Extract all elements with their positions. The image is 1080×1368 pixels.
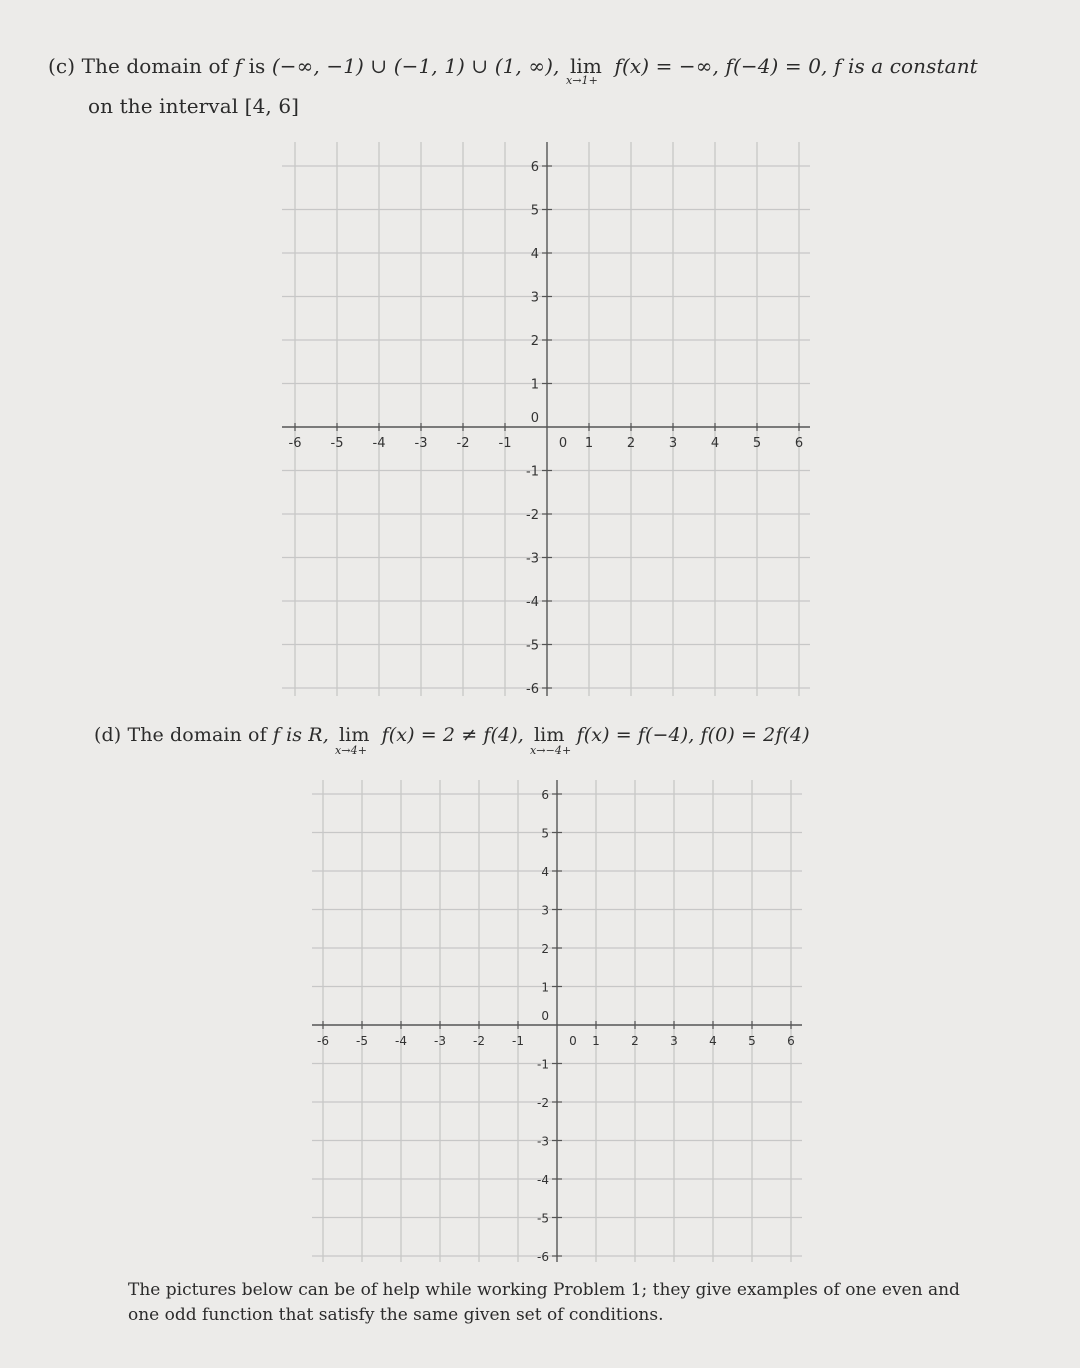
- problem-c-lim-sub: x→1+: [565, 74, 598, 87]
- graph-c-y-tick-label: -3: [526, 551, 539, 567]
- graph-d-y-tick-label: 5: [541, 826, 549, 841]
- graph-c-y-tick-label: 0: [530, 411, 539, 426]
- problem-d-f: f: [272, 724, 280, 746]
- problem-d-label: (d): [94, 724, 122, 746]
- graph-c-x-tick-label: 5: [752, 436, 762, 451]
- problem-d-lim1-expr: f(x) = 2 ≠ f(4),: [381, 724, 524, 746]
- problem-d-lim1-word: lim: [338, 724, 370, 746]
- graph-d-y-tick-label: 2: [541, 942, 549, 956]
- graph-d-y-tick-label: 3: [541, 903, 549, 918]
- graph-d-grid: [312, 780, 802, 1264]
- graph-c-x-tick-label: -5: [330, 436, 344, 451]
- problem-c-text: The domain of: [81, 54, 229, 78]
- graph-d-y-tick-label: 6: [541, 788, 549, 802]
- problem-c-line2: on the interval [4, 6]: [88, 94, 300, 118]
- graph-c-x-tick-label: -6: [288, 436, 302, 451]
- graph-c-x-tick-label: 1: [584, 436, 594, 451]
- graph-c-x-tick-label: -1: [498, 436, 512, 451]
- graph-c-y-tick-label: -6: [526, 682, 539, 697]
- problem-c-lim-word: lim: [569, 54, 602, 78]
- graph-c-x-tick-label: -3: [414, 436, 428, 451]
- graph-d-x-tick-label: 4: [709, 1034, 717, 1048]
- graph-d-y-tick-label: -3: [537, 1134, 549, 1149]
- graph-d-x-tick-label: -6: [317, 1034, 329, 1048]
- graph-c-y-tick-label: 5: [530, 203, 539, 219]
- graph-d-y-tick-label: 4: [541, 865, 549, 879]
- problem-c-label: (c): [48, 54, 76, 78]
- graph-c-x-tick-label: 0: [558, 436, 568, 451]
- graph-c-x-tick-label: 6: [794, 436, 804, 451]
- graph-c-y-tick-label: 1: [530, 377, 539, 393]
- problem-c-domain: (−∞, −1) ∪ (−1, 1) ∪ (1, ∞),: [271, 54, 560, 78]
- problem-d-lim2-word: lim: [534, 724, 565, 746]
- graph-c-x-tick-label: 2: [626, 436, 636, 451]
- problem-c-is: is: [248, 54, 266, 78]
- graph-d-y-tick-label: -6: [537, 1250, 549, 1264]
- problem-c-f: f: [234, 54, 243, 78]
- problem-d-lim1-sub: x→4+: [334, 744, 368, 757]
- graph-d-y-tick-label: 1: [541, 980, 549, 995]
- graph-c-y-tick-label: -1: [526, 464, 539, 480]
- graph-d-y-tick-label: 0: [541, 1009, 549, 1023]
- problem-c-tail: f is a constant: [833, 54, 978, 78]
- footer-note: The pictures below can be of help while working Problem 1; they give examples of one even and one odd function that satisfy the same given set of conditions.: [128, 1280, 960, 1325]
- graph-d-x-tick-label: 6: [787, 1034, 795, 1048]
- graph-c-x-tick-label: -2: [456, 436, 470, 451]
- problem-c-lim-expr: f(x) = −∞, f(−4) = 0,: [614, 54, 828, 78]
- graph-c-y-tick-label: -2: [526, 508, 539, 523]
- graph-d-y-tick-label: -1: [537, 1057, 549, 1072]
- graph-d-x-tick-label: -4: [395, 1034, 407, 1048]
- graph-d-x-tick-label: -5: [356, 1034, 368, 1048]
- graph-c-y-tick-label: 4: [530, 247, 539, 262]
- graph-d-y-tick-label: -5: [537, 1211, 549, 1226]
- graph-d-x-tick-label: 1: [592, 1034, 600, 1048]
- graph-d-x-tick-label: -1: [512, 1034, 524, 1048]
- graph-d-x-tick-label: 2: [631, 1034, 639, 1048]
- graph-c-y-tick-label: 6: [530, 160, 539, 175]
- graph-c-y-tick-label: 2: [530, 334, 539, 349]
- graph-d-y-tick-label: -2: [537, 1096, 549, 1110]
- graph-c-x-tick-label: -4: [372, 436, 386, 451]
- graph-d-x-tick-label: -3: [434, 1034, 446, 1048]
- graph-d-x-tick-label: 3: [670, 1034, 678, 1048]
- graph-d-x-tick-label: 5: [748, 1034, 756, 1048]
- problem-d-lim2-sub: x→−4+: [530, 744, 572, 757]
- problem-d-is-r: is R,: [286, 724, 329, 746]
- graph-d-y-tick-label: -4: [537, 1173, 549, 1187]
- graph-d-x-tick-label: -2: [473, 1034, 485, 1048]
- graph-c-y-tick-label: 3: [530, 290, 539, 306]
- problem-d-lim2-expr: f(x) = f(−4), f(0) = 2f(4): [576, 724, 810, 746]
- graph-c-y-tick-label: -4: [526, 595, 539, 610]
- graph-c-x-tick-label: 3: [668, 436, 678, 451]
- graph-d-x-tick-label: 0: [569, 1034, 577, 1048]
- problem-d-text: The domain of: [127, 724, 267, 746]
- graph-c-x-tick-label: 4: [710, 436, 720, 451]
- graph-c-y-tick-label: -5: [526, 638, 539, 654]
